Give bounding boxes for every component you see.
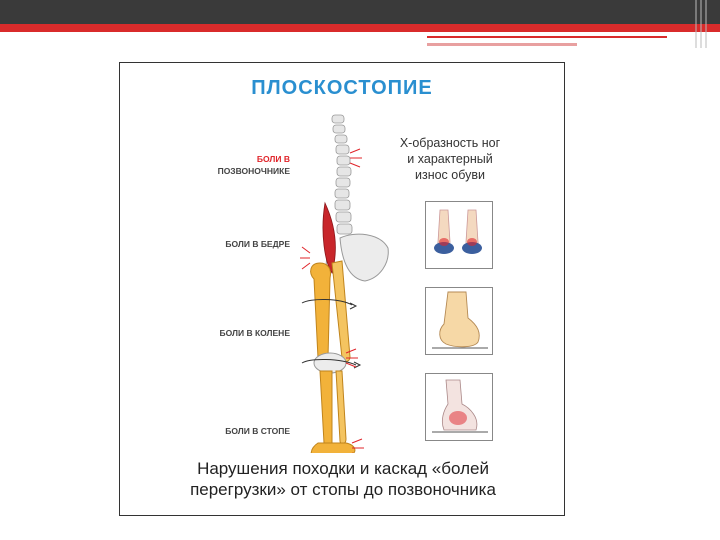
description-line: износ обуви — [414, 168, 485, 182]
pain-label-line: БОЛИ В — [256, 154, 290, 164]
decorative-line — [427, 36, 667, 38]
description-line: Х-образность ног — [399, 136, 501, 150]
flatfoot-poster — [119, 62, 565, 516]
pain-label-line: БОЛИ В СТОПЕ — [225, 426, 290, 436]
pain-label-line: БОЛИ В КОЛЕНЕ — [219, 328, 290, 338]
description-line: и характерный — [407, 152, 493, 166]
x-shape-description — [375, 135, 525, 183]
caption-line: Нарушения походки и каскад «болей — [197, 459, 489, 478]
ankle-thumbnail — [425, 373, 493, 441]
pain-label-line: ПОЗВОНОЧНИКЕ — [217, 166, 290, 176]
poster-title: ПЛОСКОСТОПИЕ — [251, 77, 433, 99]
pain-label-knee — [180, 327, 290, 339]
poster-caption — [128, 458, 558, 500]
pain-label-hip — [180, 238, 290, 250]
slide-accent-bar — [0, 24, 720, 32]
foot-thumbnail — [425, 287, 493, 355]
pain-label-foot — [180, 425, 290, 437]
caption-line: перегрузки» от стопы до позвоночника — [190, 480, 496, 499]
slide-top-bar — [0, 0, 720, 24]
decorative-vertical-lines — [693, 0, 720, 48]
decorative-line — [427, 43, 577, 46]
pain-label-line: БОЛИ В БЕДРЕ — [225, 239, 290, 249]
pain-label-spine — [180, 153, 290, 177]
shoe-wear-thumbnail — [425, 201, 493, 269]
